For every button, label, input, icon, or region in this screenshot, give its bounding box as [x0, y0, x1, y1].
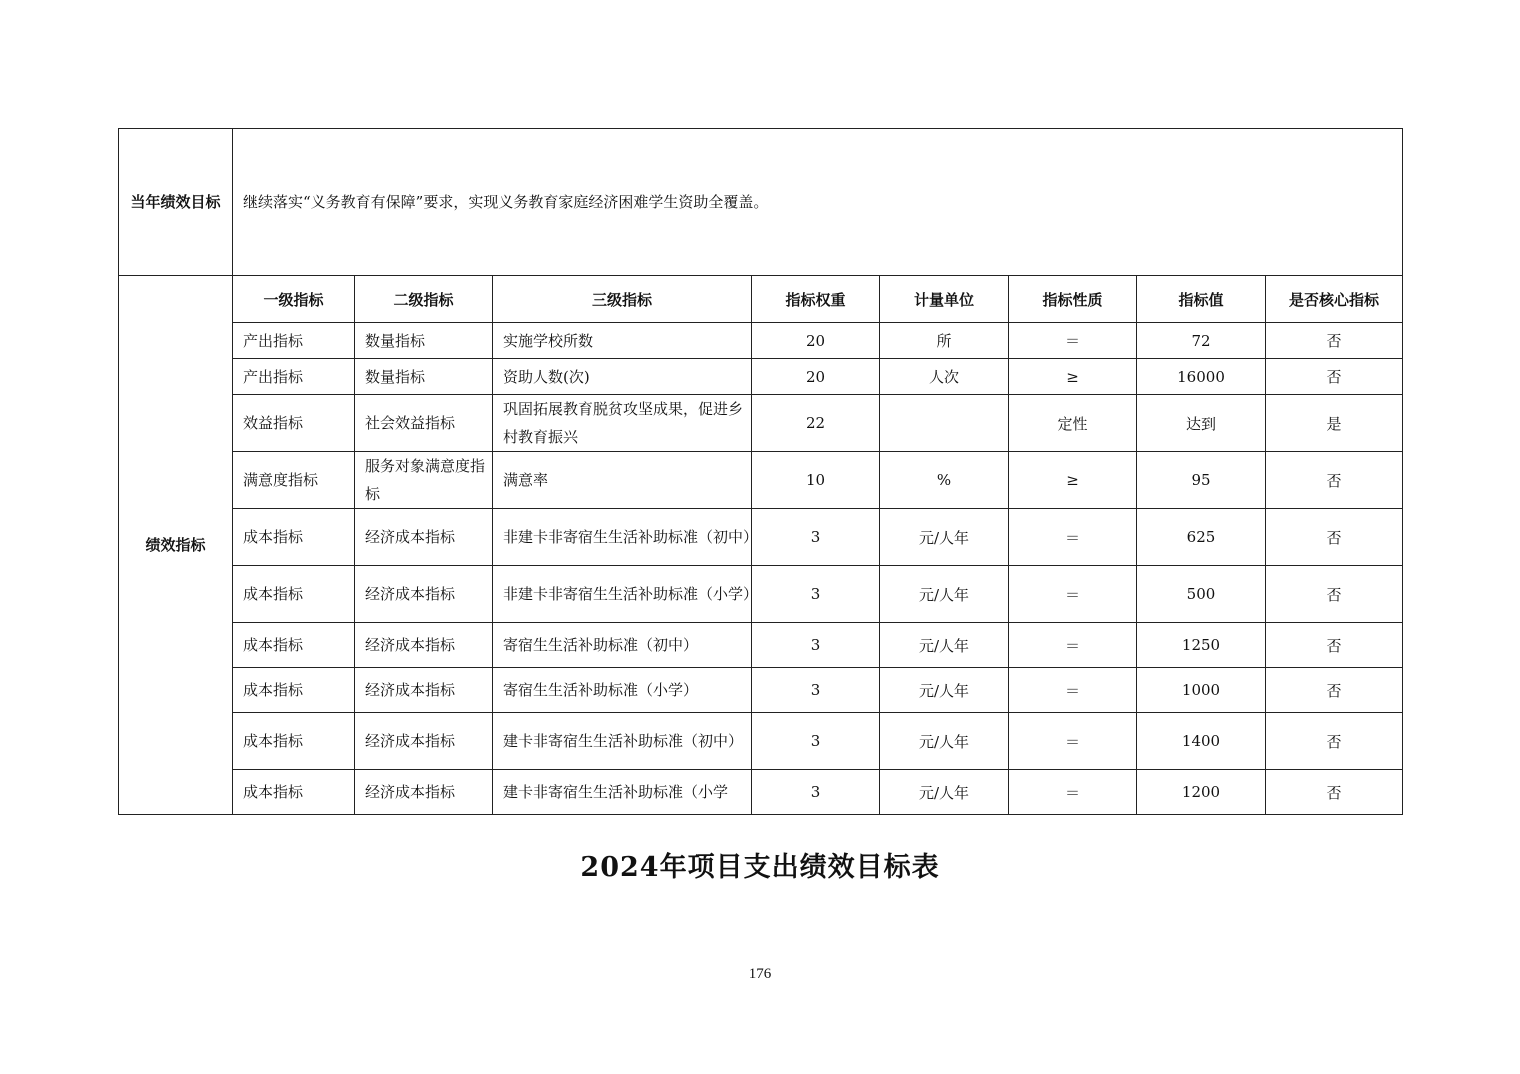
- cell-level1: 成本指标: [233, 668, 355, 713]
- cell-unit: 人次: [880, 359, 1009, 395]
- cell-core: 否: [1266, 452, 1403, 509]
- cell-level1: 效益指标: [233, 395, 355, 452]
- cell-nature: ≥: [1009, 452, 1137, 509]
- cell-weight: 22: [752, 395, 880, 452]
- cell-nature: ＝: [1009, 566, 1137, 623]
- cell-weight: 20: [752, 359, 880, 395]
- cell-value: 1200: [1137, 770, 1266, 815]
- cell-weight: 10: [752, 452, 880, 509]
- cell-unit: %: [880, 452, 1009, 509]
- cell-level2: 数量指标: [355, 323, 493, 359]
- cell-core: 否: [1266, 623, 1403, 668]
- table-row: [119, 713, 1403, 770]
- cell-core: 否: [1266, 713, 1403, 770]
- cell-unit: 元/人年: [880, 770, 1009, 815]
- cell-nature: ＝: [1009, 668, 1137, 713]
- cell-nature: ＝: [1009, 623, 1137, 668]
- cell-level2: 经济成本指标: [355, 509, 493, 566]
- cell-weight: 3: [752, 713, 880, 770]
- header-level1: 一级指标: [233, 276, 355, 323]
- cell-weight: 3: [752, 566, 880, 623]
- performance-indicator-label: 绩效指标: [119, 276, 233, 815]
- table-row: [119, 395, 1403, 452]
- cell-level3: 非建卡非寄宿生生活补助标准（小学）: [493, 566, 752, 623]
- cell-value: 72: [1137, 323, 1266, 359]
- cell-unit: 元/人年: [880, 668, 1009, 713]
- cell-level2: 经济成本指标: [355, 566, 493, 623]
- table-header-row: [119, 276, 1403, 323]
- cell-level1: 成本指标: [233, 713, 355, 770]
- cell-core: 是: [1266, 395, 1403, 452]
- cell-level2: 社会效益指标: [355, 395, 493, 452]
- cell-level2: 经济成本指标: [355, 668, 493, 713]
- table-row: [119, 509, 1403, 566]
- cell-nature: 定性: [1009, 395, 1137, 452]
- cell-level1: 成本指标: [233, 566, 355, 623]
- table-row: [119, 566, 1403, 623]
- cell-unit: 所: [880, 323, 1009, 359]
- page-number: 176: [748, 966, 772, 982]
- cell-weight: 3: [752, 770, 880, 815]
- annual-goal-text-content: 继续落实“义务教育有保障”要求，实现义务教育家庭经济困难学生资助全覆盖。: [243, 192, 769, 211]
- cell-nature: ＝: [1009, 770, 1137, 815]
- cell-nature: ＝: [1009, 509, 1137, 566]
- cell-core: 否: [1266, 359, 1403, 395]
- cell-unit: 元/人年: [880, 713, 1009, 770]
- cell-value: 1000: [1137, 668, 1266, 713]
- cell-weight: 20: [752, 323, 880, 359]
- cell-value: 16000: [1137, 359, 1266, 395]
- cell-level1: 成本指标: [233, 509, 355, 566]
- cell-level1: 满意度指标: [233, 452, 355, 509]
- cell-value: 500: [1137, 566, 1266, 623]
- cell-level1: 成本指标: [233, 770, 355, 815]
- cell-core: 否: [1266, 770, 1403, 815]
- cell-level3: 寄宿生生活补助标准（初中）: [493, 623, 752, 668]
- annual-goal-text: [233, 129, 1403, 276]
- cell-nature: ＝: [1009, 713, 1137, 770]
- cell-core: 否: [1266, 668, 1403, 713]
- cell-value: 95: [1137, 452, 1266, 509]
- cell-weight: 3: [752, 623, 880, 668]
- cell-level3: 满意率: [493, 452, 752, 509]
- cell-core: 否: [1266, 566, 1403, 623]
- header-value: 指标值: [1137, 276, 1266, 323]
- table-row: [119, 323, 1403, 359]
- cell-level2: 数量指标: [355, 359, 493, 395]
- cell-value: 1400: [1137, 713, 1266, 770]
- cell-level3: 建卡非寄宿生生活补助标准（小学: [493, 770, 752, 815]
- cell-level3: 实施学校所数: [493, 323, 752, 359]
- cell-unit: [880, 395, 1009, 452]
- cell-nature: ≥: [1009, 359, 1137, 395]
- cell-level3: 巩固拓展教育脱贫攻坚成果，促进乡村教育振兴: [493, 395, 752, 452]
- header-level3: 三级指标: [493, 276, 752, 323]
- table-row: [119, 770, 1403, 815]
- cell-value: 625: [1137, 509, 1266, 566]
- cell-level2: 经济成本指标: [355, 713, 493, 770]
- cell-level1: 成本指标: [233, 623, 355, 668]
- cell-weight: 3: [752, 509, 880, 566]
- cell-unit: 元/人年: [880, 509, 1009, 566]
- header-nature: 指标性质: [1009, 276, 1137, 323]
- cell-level3: 非建卡非寄宿生生活补助标准（初中）: [493, 509, 752, 566]
- cell-core: 否: [1266, 323, 1403, 359]
- cell-level3: 建卡非寄宿生生活补助标准（初中）: [493, 713, 752, 770]
- cell-level2: 服务对象满意度指标: [355, 452, 493, 509]
- cell-unit: 元/人年: [880, 623, 1009, 668]
- table-row: [119, 623, 1403, 668]
- cell-level3: 寄宿生生活补助标准（小学）: [493, 668, 752, 713]
- table-row: [119, 668, 1403, 713]
- cell-value: 达到: [1137, 395, 1266, 452]
- cell-nature: ＝: [1009, 323, 1137, 359]
- header-level2: 二级指标: [355, 276, 493, 323]
- cell-level2: 经济成本指标: [355, 623, 493, 668]
- header-weight: 指标权重: [752, 276, 880, 323]
- cell-level1: 产出指标: [233, 323, 355, 359]
- cell-weight: 3: [752, 668, 880, 713]
- page-title: 2024年项目支出绩效目标表: [580, 852, 940, 883]
- cell-level3: 资助人数(次): [493, 359, 752, 395]
- cell-core: 否: [1266, 509, 1403, 566]
- table-row: [119, 452, 1403, 509]
- performance-target-table: [118, 128, 1403, 815]
- cell-unit: 元/人年: [880, 566, 1009, 623]
- cell-value: 1250: [1137, 623, 1266, 668]
- table-row: [119, 359, 1403, 395]
- header-unit: 计量单位: [880, 276, 1009, 323]
- header-core: 是否核心指标: [1266, 276, 1403, 323]
- cell-level2: 经济成本指标: [355, 770, 493, 815]
- annual-goal-label: 当年绩效目标: [119, 129, 233, 276]
- cell-level1: 产出指标: [233, 359, 355, 395]
